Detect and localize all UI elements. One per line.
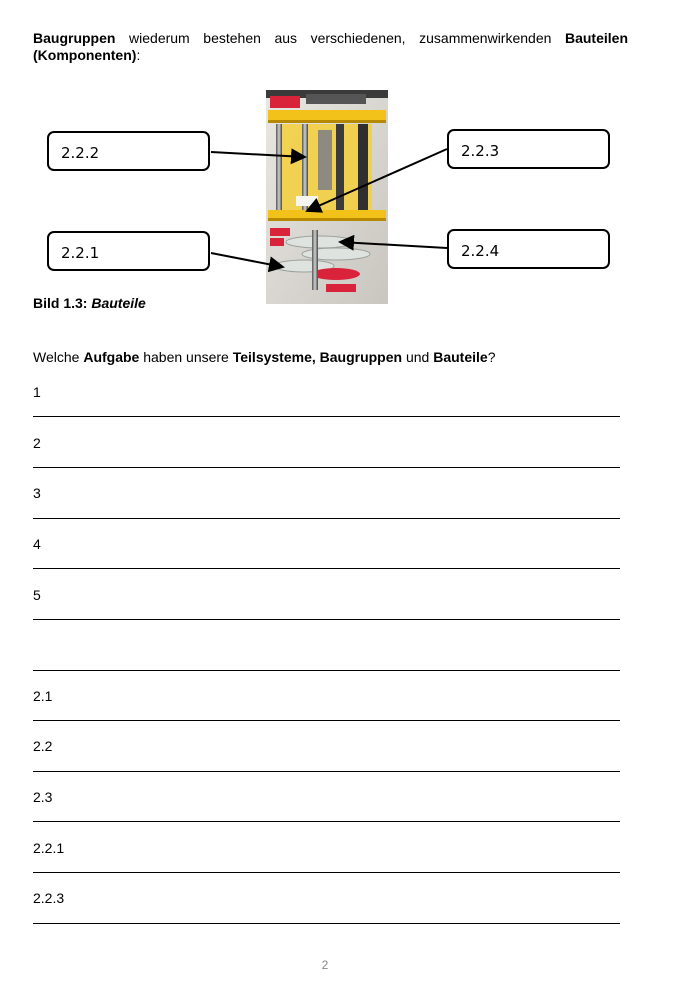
question-part: ? [487, 349, 496, 365]
answer-label: 1 [33, 384, 41, 400]
answer-row[interactable] [33, 468, 620, 519]
answer-row[interactable] [33, 771, 620, 822]
answer-row[interactable] [33, 518, 620, 569]
answer-row[interactable] [33, 569, 620, 620]
question-part: Welche [33, 349, 84, 365]
figure-caption [33, 295, 146, 311]
answer-row[interactable] [33, 670, 620, 721]
answer-label: 2.2 [33, 738, 53, 754]
caption-label: Bild 1.3: [33, 295, 92, 311]
answer-row[interactable] [33, 721, 620, 772]
answer-label: 2.2.1 [33, 840, 65, 856]
question-text [33, 349, 495, 365]
answer-row[interactable] [33, 384, 620, 417]
intro-colon: : [136, 47, 141, 63]
answer-label: 2 [33, 435, 41, 451]
answer-label: 2.3 [33, 789, 53, 805]
question-part: haben unsere [139, 349, 233, 365]
question-bold: Aufgabe [83, 349, 140, 365]
question-part: und [402, 349, 434, 365]
answer-row[interactable] [33, 873, 620, 924]
answer-label: 2.2.3 [33, 890, 65, 906]
caption-name: Bauteile [91, 295, 146, 311]
question-bold: Bauteile [433, 349, 488, 365]
intro-text: wiederum bestehen aus verschiedenen, zusammenwirkenden [115, 30, 565, 46]
answer-row[interactable] [33, 417, 620, 468]
question-bold: Teilsysteme, Baugruppen [232, 349, 403, 365]
callout-2-2-1: 2.2.1 [47, 231, 210, 271]
answer-row[interactable] [33, 620, 620, 671]
term-baugruppen: Baugruppen [33, 30, 116, 46]
callout-2-2-4: 2.2.4 [447, 229, 610, 269]
answer-label: 4 [33, 536, 41, 552]
callout-2-2-2: 2.2.2 [47, 131, 210, 171]
page-number: 2 [321, 958, 329, 972]
answer-label: 2.1 [33, 688, 53, 704]
callout-2-2-3: 2.2.3 [447, 129, 610, 169]
answer-row[interactable] [33, 822, 620, 873]
answer-label: 3 [33, 485, 41, 501]
intro-paragraph [33, 30, 628, 64]
term-bauteilen: Bauteilen (Komponenten) [33, 30, 628, 63]
answer-label: 5 [33, 587, 41, 603]
gear-assembly-photo [266, 90, 388, 304]
